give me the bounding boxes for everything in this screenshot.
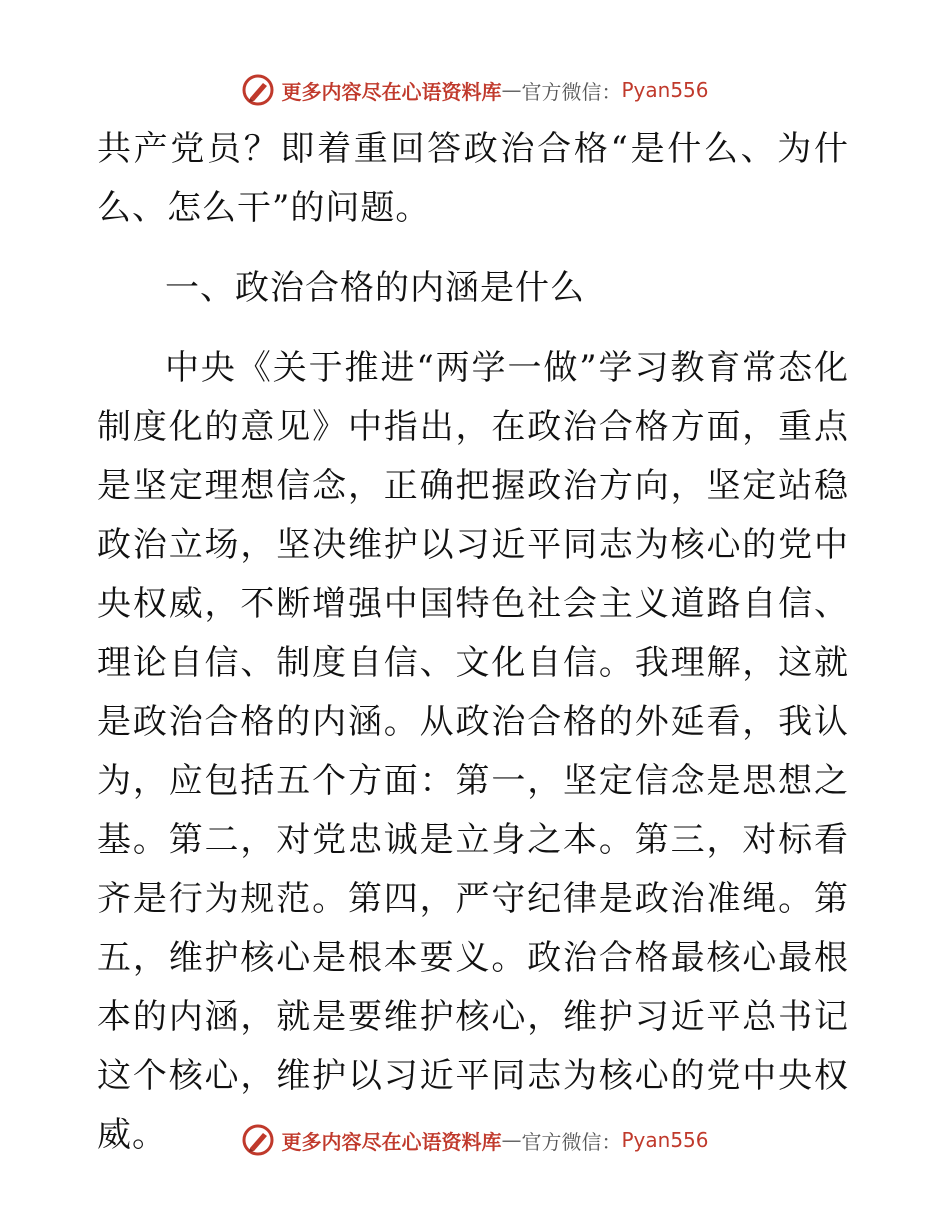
document-body (97, 120, 849, 1165)
separator-dash: — (501, 1128, 522, 1152)
header-watermark (0, 70, 950, 110)
library-name: 更多内容尽在心语资料库 (281, 79, 502, 104)
wechat-label: 官方微信： (521, 79, 622, 104)
pen-circle-icon (241, 73, 275, 107)
wechat-id: Pyan556 (621, 1128, 709, 1152)
wechat-id: Pyan556 (621, 78, 709, 102)
library-name: 更多内容尽在心语资料库 (281, 1129, 502, 1154)
continuation-paragraph: 共产党员？即着重回答政治合格“是什么、为什么、怎么干”的问题。 (97, 129, 849, 228)
pen-circle-icon (241, 1123, 275, 1157)
wechat-label: 官方微信： (521, 1129, 622, 1154)
footer-watermark (0, 1120, 950, 1160)
section-heading: 一、政治合格的内涵是什么 (165, 268, 585, 308)
body-paragraph: 中央《关于推进“两学一做”学习教育常态化制度化的意见》中指出，在政治合格方面，重点是坚定理想信念，正确把握政治方向，坚定站稳政治立场，坚决维护以习近平同志为核心的党中央权威，不断增强中国特色社会主义道路自信、理论自信、制度自信、文化自信。我理解，这就是政治合格的内涵。从政治合格的外延看，我认为，应包括五个方面：第一，坚定信念是思想之基。第二，对党忠诚是立身之本。第三，对标看齐是行为规范。第四，严守纪律是政治准绳。第五，维护核心是根本要义。政治合格最核心最根本的内涵，就是要维护核心，维护习近平总书记这个核心，维护以习近平同志为核心的党中央权威。 (97, 348, 849, 1155)
separator-dash: — (501, 78, 522, 102)
